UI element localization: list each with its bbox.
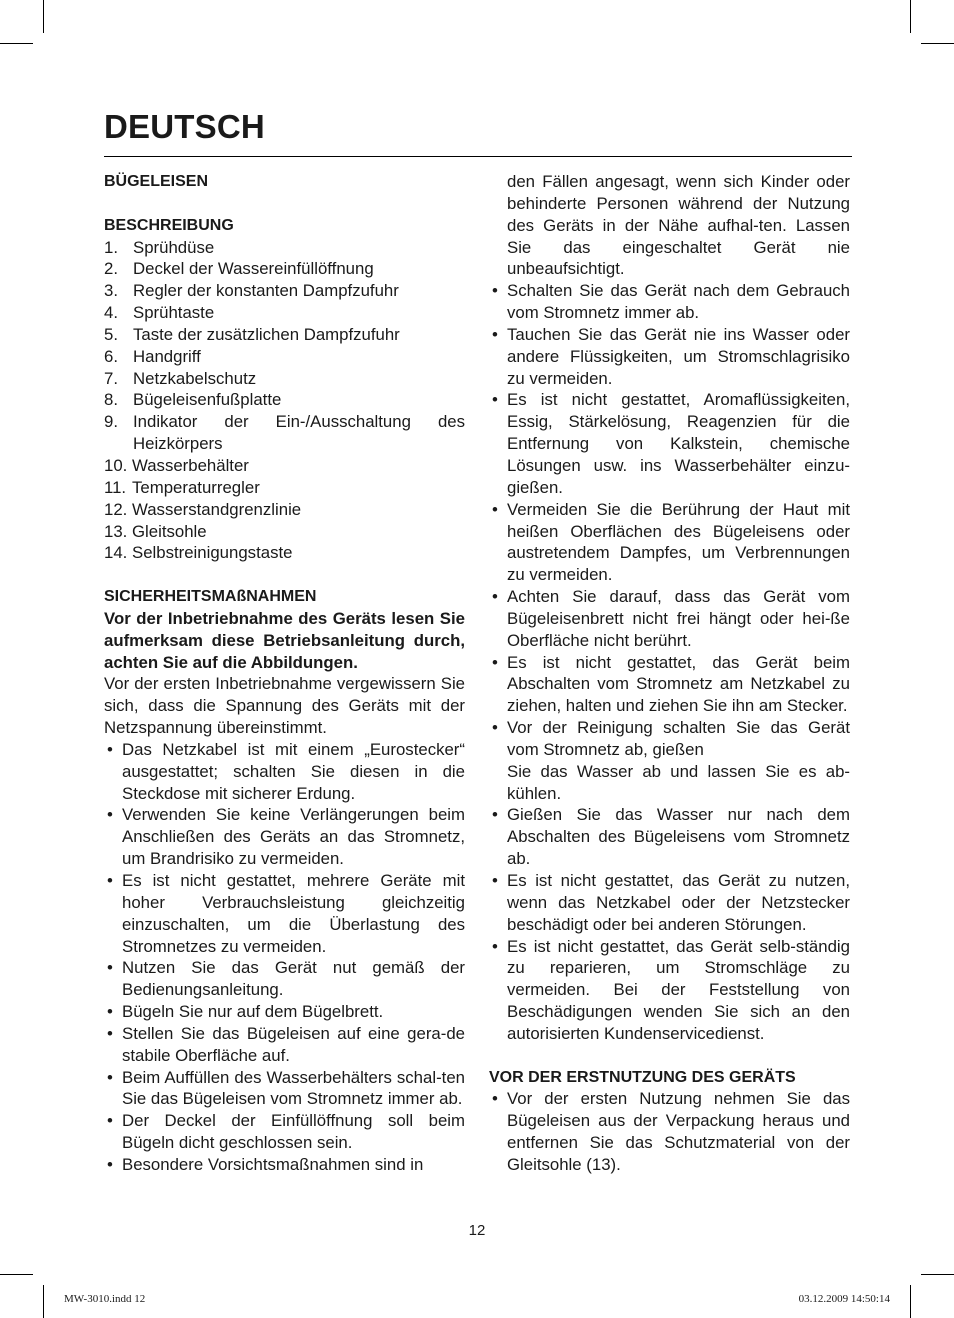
- list-item: • Besondere Vorsichtsmaßnahmen sind in: [107, 1154, 424, 1174]
- list-item: 3. Regler der konstanten Dampfzufuhr: [104, 281, 399, 301]
- list-item: 14. Selbstreinigungstaste: [104, 543, 293, 563]
- section-title-iron: BÜGELEISEN: [104, 173, 209, 190]
- left-column: [104, 171, 465, 1176]
- section-title-first-use: VOR DER ERSTNUTZUNG DES GERÄTS: [489, 1068, 796, 1086]
- list-item: • Es ist nicht gestattet, das Gerät selb-ständig zu reparieren, um Stromschläge zu vermeiden. Bei der Feststellung von Beschädigungen wenden Sie sich an den autorisierten Kundenservicedienst.: [492, 936, 850, 1043]
- list-item: 6. Handgriff: [104, 346, 201, 366]
- section-title-description: BESCHREIBUNG: [104, 216, 234, 234]
- list-item: 7. Netzkabelschutz: [104, 368, 257, 388]
- list-item: • Schalten Sie das Gerät nach dem Gebrauch vom Stromnetz immer ab.: [492, 281, 850, 323]
- safety-warning: Vor der Inbetriebnahme des Geräts lesen Sie aufmerksam diese Betriebsanleitung durch, achten Sie auf die Abbildungen.: [104, 608, 465, 672]
- safety-list-continued: [489, 280, 850, 1045]
- list-item: • Gießen Sie das Wasser nur nach dem Abschalten des Bügeleisens vom Stromnetz ab.: [492, 805, 850, 869]
- list-item: • Bügeln Sie nur auf dem Bügelbrett.: [107, 1002, 384, 1022]
- list-item: 2. Deckel der Wassereinfüllöffnung: [104, 259, 374, 279]
- list-item: • Vor der Reinigung schalten Sie das Gerät vom Stromnetz ab, gießen Sie das Wasser ab und lassen Sie es ab-kühlen.: [492, 718, 850, 803]
- crop-mark: [43, 0, 44, 33]
- crop-mark: [921, 1274, 954, 1275]
- list-item: • Achten Sie darauf, dass das Gerät vom Bügeleisenbrett nicht frei hängt oder hei-ße Oberfläche nicht berührt.: [492, 587, 850, 650]
- list-item: • Es ist nicht gestattet, das Gerät beim Abschalten vom Stromnetz am Netzkabel zu ziehen, halten und ziehen Sie ihn am Stecker.: [492, 652, 850, 716]
- list-item: • Stellen Sie das Bügeleisen auf eine gera-de stabile Oberfläche auf.: [107, 1023, 465, 1065]
- crop-mark: [910, 0, 911, 33]
- list-item: • Beim Auffüllen des Wasserbehälters schal-ten Sie das Bügeleisen vom Stromnetz immer ab.: [107, 1067, 465, 1109]
- print-slug-date: 03.12.2009 14:50:14: [798, 1293, 890, 1305]
- list-item: • Vor der ersten Nutzung nehmen Sie das Bügeleisen aus der Verpackung heraus und entfernen Sie das Schutzmaterial von der Gleitsohle (13).: [492, 1089, 850, 1174]
- list-item: • Das Netzkabel ist mit einem „Eurostecker“ ausgestattet; schalten Sie diesen in die Steckdose mit sicherer Erdung.: [107, 739, 465, 803]
- crop-mark: [0, 1274, 33, 1275]
- safety-intro: Vor der ersten Inbetriebnahme vergewissern Sie sich, dass die Spannung des Geräts mit der Netzspannung übereinstimmt.: [104, 674, 465, 738]
- crop-mark: [910, 1285, 911, 1318]
- section-title-safety: SICHERHEITSMAßNAHMEN: [104, 588, 317, 606]
- list-item: • Vermeiden Sie die Berührung der Haut mit heißen Oberflächen des Bügeleisens oder austretendem Dampfes, um Verbrennungen zu vermeiden.: [492, 499, 850, 585]
- list-item: 1. Sprühdüse: [104, 237, 215, 257]
- list-item: • Es ist nicht gestattet, mehrere Geräte mit hoher Verbrauchsleistung gleichzeitig einzuschalten, um die Überlastung des Stromnetzes zu vermeiden.: [107, 871, 465, 956]
- list-item: 8. Bügeleisenfußplatte: [104, 390, 282, 410]
- safety-list: [104, 739, 465, 1176]
- first-use-list: [489, 1088, 850, 1175]
- crop-mark: [921, 43, 954, 44]
- page-number: 12: [468, 1222, 486, 1239]
- list-item: • Der Deckel der Einfüllöffnung soll beim Bügeln dicht geschlossen sein.: [107, 1111, 465, 1153]
- print-slug-file: MW-3010.indd 12: [64, 1293, 146, 1305]
- parts-list: [104, 237, 465, 565]
- list-item: 4. Sprühtaste: [104, 303, 215, 323]
- title-rule: [104, 156, 852, 157]
- list-item: 12. Wasserstandgrenzlinie: [104, 499, 302, 519]
- list-item: 11. Temperaturregler: [104, 477, 260, 497]
- list-item: 9. Indikator der Ein-/Ausschaltung des Heizkörpers: [104, 412, 465, 454]
- list-item: • Es ist nicht gestattet, das Gerät zu nutzen, wenn das Netzkabel oder der Netzstecker beschädigt oder bei anderen Störungen.: [492, 871, 850, 934]
- list-item: 10. Wasserbehälter: [104, 455, 249, 475]
- continuation-text: den Fällen angesagt, wenn sich Kinder oder behinderte Personen während der Nutzung des Geräts in der Nähe aufhal-ten. Lassen Sie das eingeschaltet Gerät nie unbeaufsichtigt.: [507, 172, 850, 279]
- page-title: DEUTSCH: [104, 108, 265, 145]
- list-item: • Tauchen Sie das Gerät nie ins Wasser oder andere Flüssigkeiten, um Stromschlagrisiko zu vermeiden.: [492, 324, 850, 388]
- list-item: • Nutzen Sie das Gerät nut gemäß der Bedienungsanleitung.: [107, 958, 465, 1000]
- list-item: 13. Gleitsohle: [104, 521, 207, 541]
- list-item: 5. Taste der zusätzlichen Dampfzufuhr: [104, 324, 400, 344]
- crop-mark: [43, 1285, 44, 1318]
- right-column: [489, 171, 850, 1176]
- crop-mark: [0, 43, 33, 44]
- list-item: • Verwenden Sie keine Verlängerungen beim Anschließen des Geräts an das Stromnetz, um Brandrisiko zu vermeiden.: [107, 805, 465, 869]
- list-item: • Es ist nicht gestattet, Aromaflüssigkeiten, Essig, Stärkelösung, Reagenzien für die Entfernung von Kalkstein, chemische Lösungen usw. ins Wasserbehälter einzu-gießen.: [492, 390, 850, 497]
